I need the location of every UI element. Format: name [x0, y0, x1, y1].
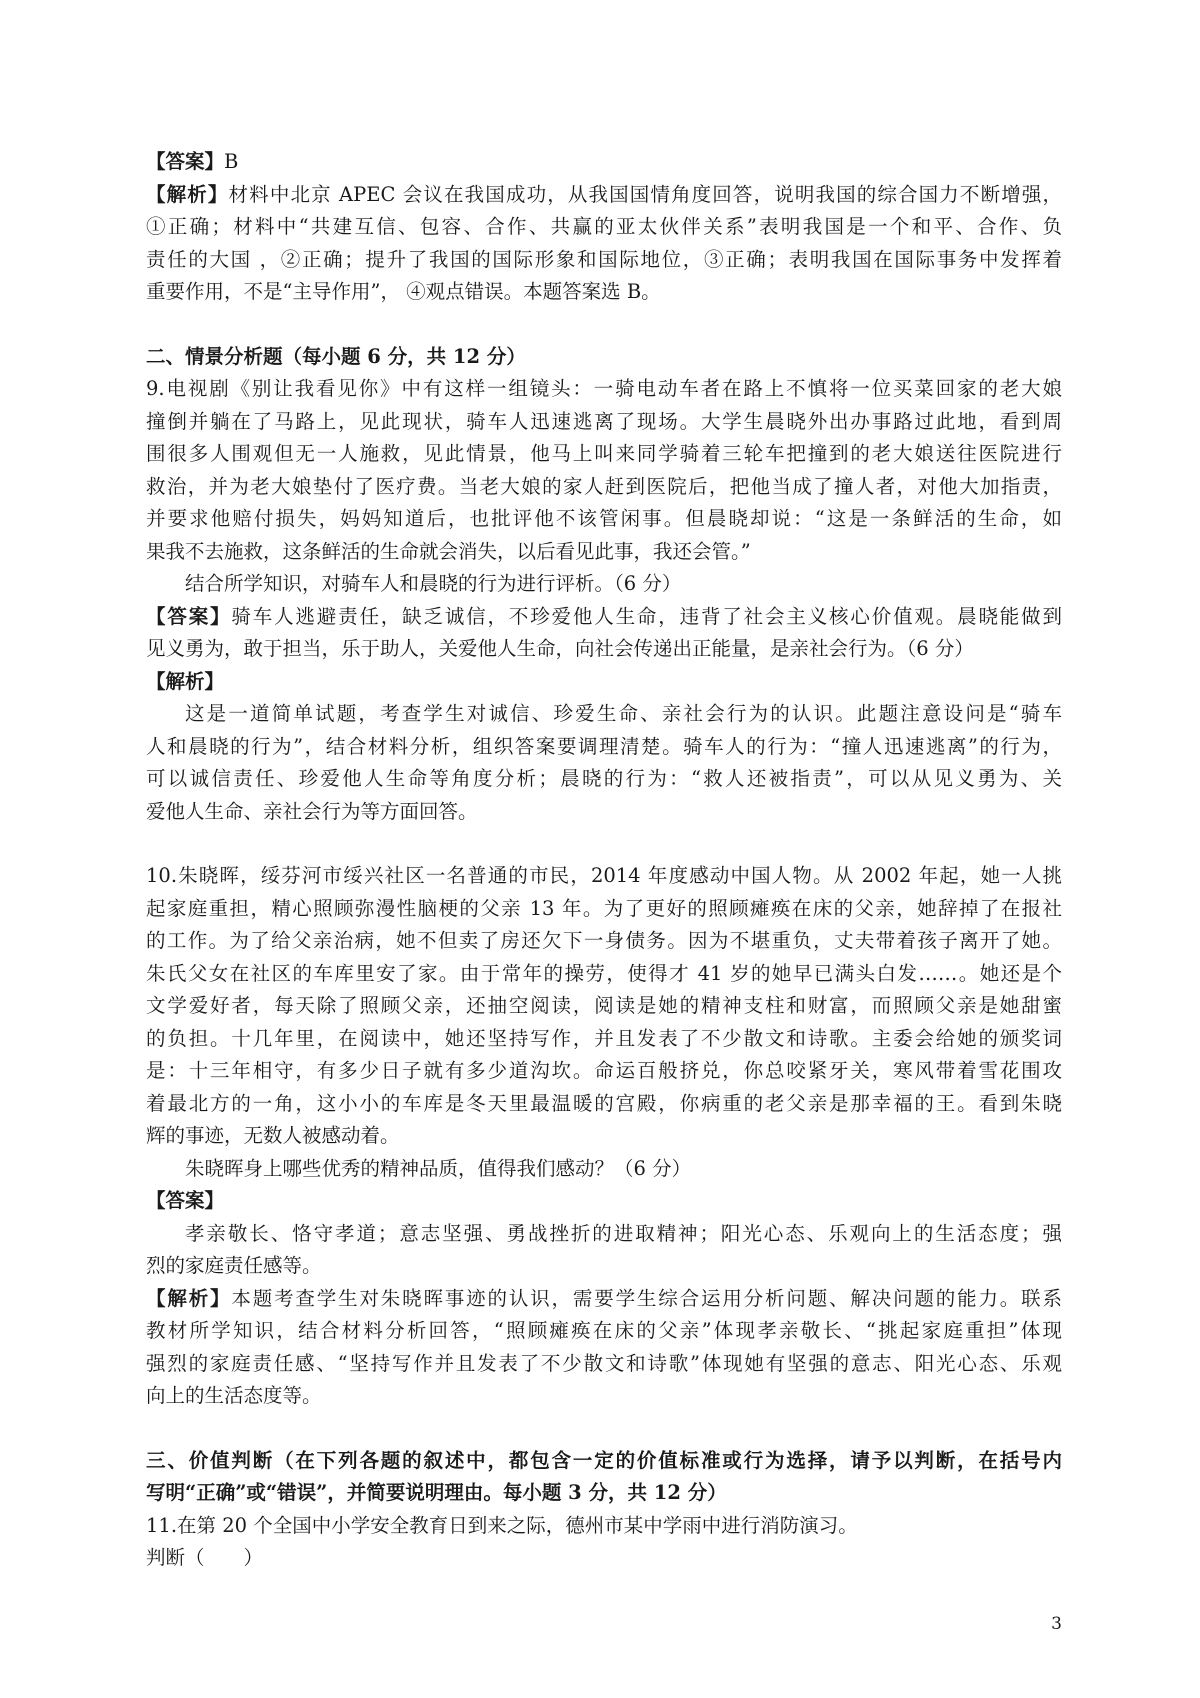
q10-line: 的工作。为了给父亲治病，她不但卖了房还欠下一身债务。因为不堪重负，丈夫带着孩子离开了她。: [146, 929, 1062, 952]
q10-answer-line: 孝亲敬长、恪守孝道；意志坚强、勇战挫折的进取精神；阳光心态、乐观向上的生活态度；强: [185, 1221, 1062, 1245]
q9-analysis-line: 爱他人生命、亲社会行为等方面回答。: [146, 799, 478, 823]
q10-analysis-line: [146, 1283, 1062, 1316]
q11-text: 11.在第 20 个全国中小学安全教育日到来之际，德州市某中学雨中进行消防演习。: [146, 1513, 858, 1537]
q9-line: 9.电视剧《别让我看见你》中有这样一组镜头：一骑电动车者在路上不慎将一位买菜回家的老大娘: [146, 377, 1062, 400]
q10-line: 文学爱好者，每天除了照顾父亲，还抽空阅读，阅读是她的精神支柱和财富，而照顾父亲是她甜蜜: [146, 994, 1062, 1017]
section-3-heading: 三、价值判断（在下列各题的叙述中，都包含一定的价值标准或行为选择，请予以判断，在括号内: [146, 1448, 1062, 1472]
q9-line: 并要求他赔付损失，妈妈知道后，也批评他不该管闲事。但晨晓却说：“这是一条鲜活的生命，如: [146, 507, 1062, 530]
answer-tag: 【答案】: [146, 1189, 225, 1212]
analysis-line: ①正确；材料中“共建互信、包容、合作、共赢的亚太伙伴关系”表明我国是一个和平、合作、负: [146, 215, 1062, 238]
q10-prompt: 朱晓晖身上哪些优秀的精神品质，值得我们感动？（6 分）: [185, 1156, 692, 1180]
answer-tag: 【答案】: [146, 604, 232, 628]
q10-analysis-line: 教材所学知识，结合材料分析回答，“照顾瘫痪在床的父亲”体现孝亲敬长、“挑起家庭重担”体现: [146, 1319, 1062, 1342]
page-number: 3: [1051, 1614, 1062, 1634]
q10-line: 10.朱晓晖，绥芬河市绥兴社区一名普通的市民，2014 年度感动中国人物。从 2002 年起，她一人挑: [146, 864, 1062, 887]
q10-line: 起家庭重担，精心照顾弥漫性脑梗的父亲 13 年。为了更好的照顾瘫痪在床的父亲，她辞掉了在报社: [146, 896, 1062, 920]
q10-analysis-line: 向上的生活态度等。: [146, 1384, 322, 1407]
answer-line: [146, 146, 1062, 179]
section-3-heading: 写明“正确”或“错误”，并简要说明理由。每小题 3 分，共 12 分）: [146, 1481, 727, 1504]
analysis-text: 本题考查学生对朱晓晖事迹的认识，需要学生综合运用分析问题、解决问题的能力。联系: [231, 1286, 1062, 1310]
q10-analysis-line: 强烈的家庭责任感、“坚持写作并且发表了不少散文和诗歌”体现她有坚强的意志、阳光心态、乐观: [146, 1351, 1062, 1375]
analysis-text: 材料中北京 APEC 会议在我国成功，从我国国情角度回答，说明我国的综合国力不断增强，: [228, 182, 1062, 206]
q9-line: 撞倒并躺在了马路上，见此现状，骑车人迅速逃离了现场。大学生晨晓外出办事路过此地，看到周: [146, 409, 1062, 433]
analysis-line: 重要作用，不是“主导作用”， ④观点错误。本题答案选 B。: [146, 280, 661, 303]
q9-analysis-line: 人和晨晓的行为”，结合材料分析，组织答案要调理清楚。骑车人的行为：“撞人迅速逃离”的行为，: [146, 734, 1062, 758]
q10-answer-line: 烈的家庭责任感等。: [146, 1254, 322, 1277]
q10-line: 的负担。十几年里，在阅读中，她还坚持写作，并且发表了不少散文和诗歌。主委会给她的颁奖词: [146, 1026, 1062, 1050]
q9-line: 救治，并为老大娘垫付了医疗费。当老大娘的家人赶到医院后，把他当成了撞人者，对他大加指责，: [146, 474, 1062, 498]
answer-tag: 【答案】: [146, 150, 225, 173]
q9-line: 围很多人围观但无一人施救，见此情景，他马上叫来同学骑着三轮车把撞到的老大娘送往医院进行: [146, 442, 1062, 465]
document-page: [146, 146, 1062, 1575]
q11-judge: 判断（ ）: [146, 1546, 264, 1569]
analysis-tag: 【解析】: [146, 669, 225, 693]
answer-value: B: [224, 150, 239, 173]
q9-answer-line: 见义勇为，敢于担当，乐于助人，关爱他人生命，向社会传递出正能量，是亲社会行为。（6 分）: [146, 637, 974, 660]
answer-text: 骑车人逃避责任，缺乏诚信，不珍爱他人生命，违背了社会主义核心价值观。晨晓能做到: [231, 604, 1062, 628]
q9-analysis-line: 可以诚信责任、珍爱他人生命等角度分析；晨晓的行为：“救人还被指责”，可以从见义勇为、关: [146, 767, 1062, 790]
q10-line: 着最北方的一角，这小小的车库是冬天里最温暖的宫殿，你病重的老父亲是那幸福的王。看到朱晓: [146, 1091, 1062, 1115]
section-2-heading: 二、情景分析题（每小题 6 分，共 12 分）: [146, 344, 526, 368]
q10-line: 是：十三年相守，有多少日子就有多少道沟坎。命运百般挤兑，你总咬紧牙关，寒风带着雪花围攻: [146, 1059, 1062, 1082]
q10-line: 朱氏父女在社区的车库里安了家。由于常年的操劳，使得才 41 岁的她早已满头白发……。她还是个: [146, 961, 1062, 985]
analysis-line: [146, 179, 1062, 212]
q9-analysis-line: 这是一道简单试题，考查学生对诚信、珍爱生命、亲社会行为的认识。此题注意设问是“骑车: [185, 702, 1062, 725]
analysis-tag: 【解析】: [146, 182, 229, 206]
analysis-line: 责任的大国 ，②正确；提升了我国的国际形象和国际地位，③正确；表明我国在国际事务中发挥着: [146, 247, 1062, 271]
q9-answer-line: [146, 601, 1062, 634]
analysis-tag: 【解析】: [146, 1286, 232, 1310]
q9-line: 果我不去施救，这条鲜活的生命就会消失，以后看见此事，我还会管。”: [146, 539, 751, 563]
q9-prompt: 结合所学知识，对骑车人和晨晓的行为进行评析。（6 分）: [185, 572, 682, 595]
q10-line: 辉的事迹，无数人被感动着。: [146, 1124, 400, 1147]
